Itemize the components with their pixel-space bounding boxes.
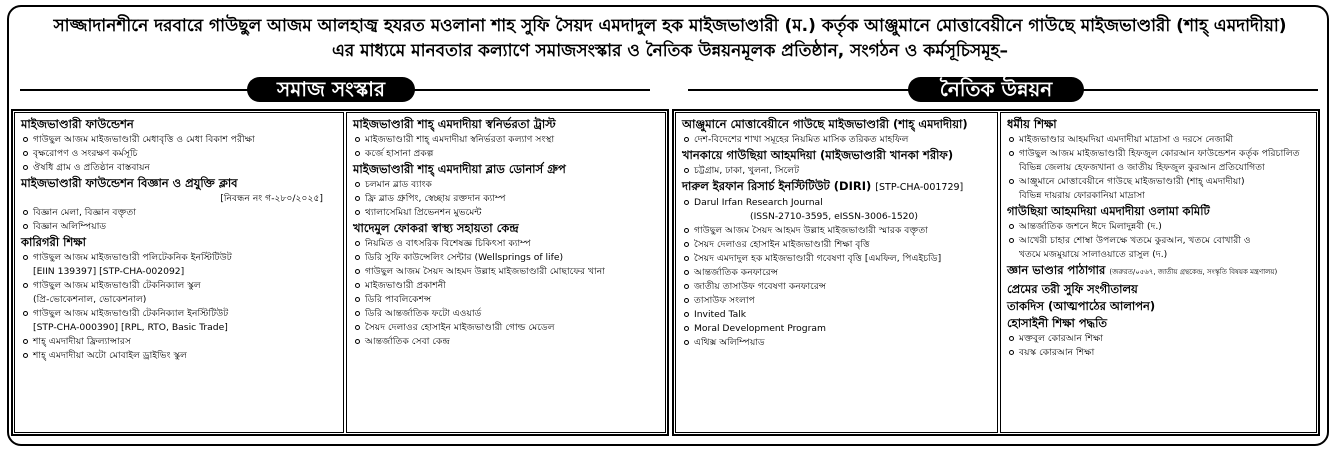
list-item-detail: (প্রি-ভোকেশনাল, ভোকেশনাল) — [33, 294, 147, 305]
section-heading: তাকদিস (আত্মপাঠের আলাপন) — [1007, 299, 1156, 313]
list-item: নিয়মিত ও বাৎসরিক বিশেষজ্ঞ চিকিৎসা ক্যাম্প — [353, 237, 659, 251]
list-item: ডিরি পাবলিকেশন্স — [353, 293, 659, 307]
section-heading: গাউছিয়া আহমদিয়া এমদাদীয়া ওলামা কমিটি — [1007, 204, 1210, 218]
list-item: Invited Talk — [682, 308, 991, 322]
list-item: এথিক্স অলিম্পিয়াড — [682, 336, 991, 350]
list-item: গাউছুল আজম সৈয়দ আহমদ উল্লাহ মাইজভাণ্ডারী মোছাফের খানা — [353, 265, 659, 279]
section-heading: মাইজভাণ্ডারী ফাউন্ডেশন — [21, 117, 134, 131]
section-heading: আঞ্জুমানে মোত্তাবেয়ীনে গাউছে মাইজভাণ্ডারী (শাহ্ এমদাদীয়া) — [682, 117, 968, 131]
list-item: মাইজভাণ্ডার আহমদিয়া এমদাদীয়া মাদ্রাসা ও দরসে নেজামী — [1007, 133, 1310, 147]
section-heading — [682, 178, 991, 196]
list-item: মক্তবুল কোরআন শিক্ষা — [1007, 332, 1310, 346]
banner-moral-development: নৈতিক উন্নয়ন — [908, 77, 1084, 102]
column-2 — [346, 112, 666, 433]
list-item: আন্তর্জাতিক জশনে ঈদে মিলাদুন্নবী (দ.) — [1007, 220, 1310, 234]
list-item: মাইজভাণ্ডারী শাহ্ এমদাদীয়া স্বনির্ভরতা কল্যাণ সংস্থা — [353, 133, 659, 147]
list-item: আঞ্জুমানে মোত্তাবেয়ীনে গাউছে মাইজভাণ্ডারী (শাহ্ এমদাদীয়া) — [1007, 175, 1310, 189]
list-item: সৈয়দ দেলাওর হোসাইন মাইজভাণ্ডারী গোল্ড মেডেল — [353, 321, 659, 335]
list-item: বিজ্ঞান অলিম্পিয়াড — [21, 220, 337, 234]
list-item: সৈয়দ দেলাওর হোসাইন মাইজভাণ্ডারী শিক্ষা বৃত্তি — [682, 238, 991, 252]
list-item: আন্তর্জাতিক সেবা কেন্দ্র — [353, 335, 659, 349]
heading-suffix: [STP-CHA-001729] — [875, 182, 964, 193]
section-heading: কারিগরী শিক্ষা — [21, 235, 86, 249]
section-heading — [1007, 262, 1310, 281]
heading-suffix: (জরুরত/০৫৬৭, জাতীয় গ্রন্থকেন্দ্র, সংস্কৃতি বিষয়ক মন্ত্রণালয়) — [1109, 268, 1278, 276]
list-item: ঔষধি গ্রাম ও প্রতিষ্ঠান বাস্তবায়ন — [21, 161, 337, 175]
list-item: ডিরি সুফি কাউন্সেলিং সেন্টার (Wellsprings of life) — [353, 251, 659, 265]
list-item: আখেরী চাহার শোম্বা উপলক্ষে খতমে কুরআন, খতমে বোখারী ও — [1007, 234, 1310, 248]
list-item: আন্তর্জাতিক কনফারেন্স — [682, 266, 991, 280]
list-item-detail: [EIIN 139397] [STP-CHA-002092] — [33, 266, 185, 277]
list-item: কর্জে হাসানা প্রকল্প — [353, 147, 659, 161]
section-heading: খানকায়ে গাউছিয়া আহমদিয়া (মাইজভাণ্ডারী খানকা শরীফ) — [682, 148, 954, 162]
section-heading: ধর্মীয় শিক্ষা — [1007, 117, 1057, 131]
section-heading: প্রেমের তরী সুফি সংগীতালয় — [1007, 282, 1138, 296]
list-item: শাহ্ এমদাদীয়া অটো মোবাইল ড্রাইভিং স্কুল — [21, 349, 337, 363]
list-item: বিজ্ঞান মেলা, বিজ্ঞান বক্তৃতা — [21, 206, 337, 220]
section-heading: মাইজভাণ্ডারী শাহ্ এমদাদীয়া স্বনির্ভরতা ট্রাস্ট — [353, 117, 556, 131]
list-item: গাউছুল আজম মাইজভাণ্ডারী টেকনিক্যাল ইনস্টিটিউট — [21, 307, 337, 321]
list-item: মাইজভাণ্ডারী প্রকাশনী — [353, 279, 659, 293]
list-item: থ্যালাসেমিয়া প্রিভেনশন মুভমেন্ট — [353, 206, 659, 220]
section-heading: হোসাইনী শিক্ষা পদ্ধতি — [1007, 316, 1108, 330]
list-item: শাহ্ এমদাদীয়া ফ্রিল্যান্সারস — [21, 335, 337, 349]
list-item: চট্টগ্রাম, ঢাকা, খুলনা, সিলেট — [682, 164, 991, 178]
list-item-detail: খতমে মজমুয়ায়ে সালাওয়াতে রাসুল (দ.) — [1019, 249, 1168, 260]
list-item: Darul Irfan Research Journal — [682, 196, 991, 210]
list-item: গাউছুল আজম মাইজভাণ্ডারী হিফজুল কোরআন ফাউন্ডেশন কর্তৃক পরিচালিত — [1007, 147, 1310, 161]
list-item: ডিরি আন্তর্জাতিক ফটো এওয়ার্ড — [353, 307, 659, 321]
list-item: চলমান ব্লাড ব্যাংক — [353, 178, 659, 192]
list-item: ফ্রি ব্লাড গ্রুপিং, স্বেচ্ছায় রক্তদান ক্যাম্প — [353, 192, 659, 206]
list-item: গাউছুল আজম মাইজভাণ্ডারী টেকনিক্যাল স্কুল — [21, 279, 337, 293]
list-item: তাসাউফ সংলাপ — [682, 294, 991, 308]
column-4 — [1000, 112, 1317, 433]
registration-number: [নিবন্ধন নং গ-২৮০/২০২৫] — [220, 193, 323, 204]
list-item-detail: বিভিন্ন দায়রায় ফোরকানিয়া মাদ্রাসা — [1019, 190, 1145, 201]
section-heading: মাইজভাণ্ডারী শাহ্ এমদাদীয়া ব্লাড ডোনার্স গ্রুপ — [353, 162, 566, 176]
list-item: গাউছুল আজম মাইজভাণ্ডারী পলিটেকনিক ইনস্টিটিউট — [21, 251, 337, 265]
list-item: জাতীয় তাসাউফ গবেষণা কনফারেন্স — [682, 280, 991, 294]
column-3 — [675, 112, 998, 433]
list-item-detail: বিভিন্ন জেলায় হেফজখানা ও জাতীয় হিফজুল কুরআন প্রতিযোগিতা — [1019, 162, 1265, 173]
list-item: Moral Development Program — [682, 322, 991, 336]
page-header — [9, 14, 1329, 64]
list-item: গাউছুল আজম সৈয়দ আহমদ উল্লাহ মাইজভাণ্ডারী স্মারক বক্তৃতা — [682, 224, 991, 238]
section-heading: মাইজভাণ্ডারী ফাউন্ডেশন বিজ্ঞান ও প্রযুক্তি ক্লাব — [21, 176, 238, 190]
header-line-1: সাজ্জাদানশীনে দরবারে গাউছুল আজম আলহাজ্ব হযরত মওলানা শাহ সুফি সৈয়দ এমদাদুল হক মাইজভাণ্ডারী (ম.) কর্তৃক আঞ্জুমানে মোত্তাবেয়ীনে গাউছে মাইজভাণ্ডারী (শাহ্ এমদাদীয়া) — [53, 16, 1287, 36]
list-item: বয়স্ক কোরআন শিক্ষা — [1007, 346, 1310, 360]
section-heading: খাদেমুল ফোকরা স্বাস্থ্য সহায়তা কেন্দ্র — [353, 221, 519, 235]
banner-social-reform: সমাজ সংস্কার — [247, 77, 415, 102]
list-item: গাউছুল আজম মাইজভাণ্ডারী মেধাবৃত্তি ও মেধা বিকাশ পরীক্ষা — [21, 133, 337, 147]
heading-text: জ্ঞান ভাণ্ডার পাঠাগার — [1007, 263, 1106, 277]
heading-text: দারুল ইরফান রিসার্চ ইনস্টিটিউট (DIRI) — [682, 179, 872, 193]
list-item: দেশ-বিদেশের শাখা সমূহের নিয়মিত মাসিক তরিকত মাহফিল — [682, 133, 991, 147]
list-item: বৃক্ষরোপণ ও সংরক্ষণ কর্মসূচি — [21, 147, 337, 161]
list-item: সৈয়দ এমদাদুল হক মাইজভাণ্ডারী গবেষণা বৃত্তি [এমফিল, পিএইচডি] — [682, 252, 991, 266]
list-item-detail: [STP-CHA-000390] [RPL, RTO, Basic Trade] — [33, 322, 228, 333]
header-line-2: এর মাধ্যমে মানবতার কল্যাণে সমাজসংস্কার ও নৈতিক উন্নয়নমূলক প্রতিষ্ঠান, সংগঠন ও কর্মসূচিসমূহ– — [331, 41, 1009, 61]
list-item-detail: (ISSN-2710-3595, eISSN-3006-1520) — [750, 211, 918, 222]
column-1 — [14, 112, 344, 433]
